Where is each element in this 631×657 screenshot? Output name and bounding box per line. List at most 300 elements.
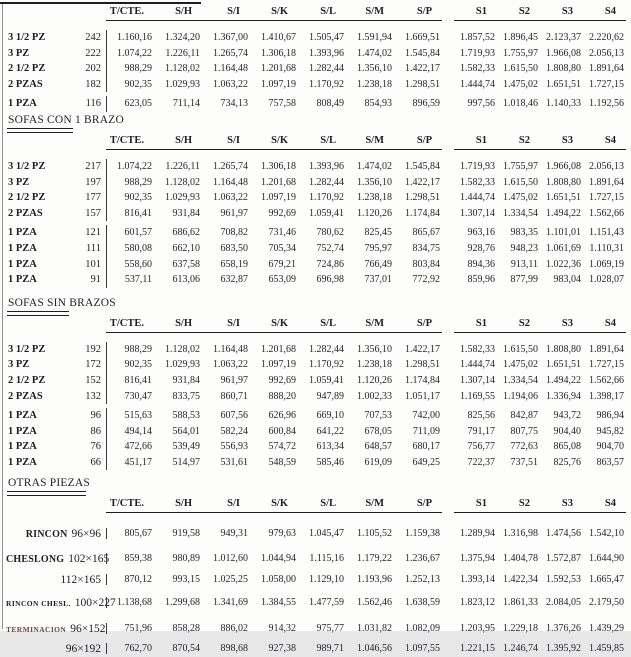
column-group-gap xyxy=(442,342,454,358)
price-cell: 1.334,54 xyxy=(503,374,538,386)
price-cell: 1.246,74 xyxy=(503,642,538,654)
table-row xyxy=(6,96,631,112)
price-cell: 731,46 xyxy=(268,227,296,239)
price-cell: 947,89 xyxy=(316,390,344,402)
row-capacity: 157 xyxy=(85,207,101,219)
price-cell: 772,92 xyxy=(412,274,440,286)
price-cell: 752,74 xyxy=(316,242,344,254)
column-header: S/P xyxy=(394,316,442,333)
column-group-gap xyxy=(442,439,454,455)
price-cell: 1.592,53 xyxy=(546,573,581,585)
row-capacity: 242 xyxy=(85,32,101,43)
price-cell: 1.582,33 xyxy=(460,176,495,188)
price-cell: 613,34 xyxy=(316,441,344,453)
column-group-gap xyxy=(442,408,454,424)
price-cell: 1.265,74 xyxy=(213,160,248,172)
section-title: OTRAS PIEZAS xyxy=(8,477,90,490)
price-cell: 992,69 xyxy=(268,207,296,219)
price-cell: 1.823,12 xyxy=(460,596,495,608)
price-cell: 1.128,02 xyxy=(165,63,200,75)
row-label: 1 PZA xyxy=(8,258,37,270)
price-cell: 904,40 xyxy=(553,425,581,437)
column-header: S/H xyxy=(154,133,202,150)
price-cell: 1.755,97 xyxy=(503,47,538,59)
price-cell: 1.238,18 xyxy=(357,78,392,90)
column-group-gap xyxy=(442,389,454,405)
price-cell: 1.444,74 xyxy=(460,78,495,90)
price-cell: 757,58 xyxy=(268,98,296,110)
price-cell: 870,12 xyxy=(106,574,154,585)
price-cell: 451,17 xyxy=(106,455,154,471)
price-cell: 1.045,47 xyxy=(309,527,344,539)
price-cell: 1.334,54 xyxy=(503,207,538,219)
price-cell: 1.046,56 xyxy=(357,642,392,654)
price-cell: 2.123,37 xyxy=(546,32,581,43)
price-cell: 1.444,74 xyxy=(460,359,495,371)
row-label: 2 1/2 PZ xyxy=(8,192,46,204)
price-cell: 1.393,14 xyxy=(460,573,495,585)
row-label xyxy=(6,549,110,567)
price-cell: 680,17 xyxy=(412,441,440,453)
row-size: 96×192 xyxy=(65,643,101,656)
price-cell: 1.376,26 xyxy=(546,622,581,634)
price-cell: 1.120,26 xyxy=(357,207,392,219)
table-row xyxy=(6,190,631,206)
price-cell: 1.097,19 xyxy=(261,192,296,204)
column-group-gap xyxy=(442,357,454,373)
price-cell: 902,35 xyxy=(106,190,154,206)
row-capacity: 197 xyxy=(85,176,101,188)
price-cell: 1.356,10 xyxy=(357,343,392,355)
table-row xyxy=(6,639,631,655)
table-row xyxy=(6,225,631,241)
price-cell: 607,56 xyxy=(220,410,248,422)
table-section xyxy=(6,114,631,288)
price-cell: 1.336,94 xyxy=(546,390,581,402)
header-spacer-capacity xyxy=(70,133,106,150)
price-cell: 514,97 xyxy=(172,456,200,468)
price-cell: 1.857,52 xyxy=(460,32,495,43)
price-cell: 1.022,36 xyxy=(546,258,581,270)
column-group-gap xyxy=(442,206,454,222)
price-cell: 1.299,68 xyxy=(165,596,200,608)
column-header: S1 xyxy=(454,4,497,21)
column-header-row xyxy=(6,316,631,333)
price-cell: 913,11 xyxy=(510,258,538,270)
price-cell: 601,57 xyxy=(106,225,154,241)
price-cell: 865,67 xyxy=(412,227,440,239)
price-cell: 914,32 xyxy=(268,622,296,634)
price-cell: 580,08 xyxy=(106,241,154,257)
price-cell: 961,97 xyxy=(220,207,248,219)
price-cell: 1.061,69 xyxy=(546,242,581,254)
price-cell: 1.582,33 xyxy=(460,343,495,355)
price-cell: 708,82 xyxy=(220,227,248,239)
column-header: S/K xyxy=(250,316,298,333)
column-header: S4 xyxy=(583,4,626,21)
price-cell: 1.665,47 xyxy=(589,573,624,585)
price-cell: 1.236,67 xyxy=(405,552,440,564)
price-cell: 2.220,62 xyxy=(589,32,624,43)
row-label: 1 PZA xyxy=(8,274,37,286)
price-cell: 1.896,45 xyxy=(503,32,538,43)
column-header: S/I xyxy=(202,133,250,150)
column-header: S/P xyxy=(394,496,442,513)
price-cell: 707,53 xyxy=(364,410,392,422)
price-cell: 807,75 xyxy=(510,425,538,437)
price-cell: 585,46 xyxy=(316,456,344,468)
price-cell: 1.063,22 xyxy=(213,192,248,204)
price-cell: 1.591,94 xyxy=(357,32,392,43)
price-cell: 1.572,87 xyxy=(546,552,581,564)
row-label xyxy=(6,619,106,637)
price-cell: 1.110,31 xyxy=(589,242,624,254)
price-cell: 1.410,67 xyxy=(261,32,296,43)
price-cell: 1.074,22 xyxy=(106,46,154,62)
price-cell: 472,66 xyxy=(106,439,154,455)
column-header: S/H xyxy=(154,496,202,513)
column-group-gap xyxy=(442,496,454,513)
price-cell: 1.562,46 xyxy=(357,596,392,608)
price-cell: 737,51 xyxy=(510,456,538,468)
price-cell: 1.238,18 xyxy=(357,192,392,204)
price-cell: 1.562,66 xyxy=(589,374,624,386)
price-cell: 997,56 xyxy=(467,98,495,110)
price-cell: 963,16 xyxy=(467,227,495,239)
header-spacer-label xyxy=(6,496,70,513)
column-header: S/H xyxy=(154,316,202,333)
price-cell: 1.170,92 xyxy=(309,359,344,371)
price-cell: 983,35 xyxy=(510,227,538,239)
column-header: S/L xyxy=(298,4,346,21)
column-group-gap xyxy=(442,61,454,77)
price-cell: 816,41 xyxy=(106,206,154,222)
row-capacity: 96 xyxy=(90,410,101,422)
header-spacer-capacity xyxy=(70,4,106,21)
row-capacity: 116 xyxy=(85,98,101,110)
column-header: S/H xyxy=(154,4,202,21)
header-spacer-capacity xyxy=(70,496,106,513)
price-cell: 1.306,18 xyxy=(261,160,296,172)
column-group-gap xyxy=(442,272,454,288)
price-cell: 1.393,96 xyxy=(309,47,344,59)
row-label: 3 1/2 PZ xyxy=(8,32,46,43)
row-label: 1 PZA xyxy=(8,441,37,453)
price-cell: 1.422,17 xyxy=(405,63,440,75)
table-row xyxy=(6,617,631,639)
price-cell: 1.356,10 xyxy=(357,176,392,188)
price-cell: 1.194,06 xyxy=(503,390,538,402)
row-label-prefix: CHESLONG xyxy=(6,554,65,566)
row-capacity: 222 xyxy=(85,47,101,59)
row-capacity: 172 xyxy=(85,359,101,371)
price-cell: 894,36 xyxy=(467,258,495,270)
price-cell: 548,59 xyxy=(268,456,296,468)
column-header: S/K xyxy=(250,496,298,513)
price-cell: 948,23 xyxy=(510,242,538,254)
price-cell: 1.459,85 xyxy=(589,642,624,654)
price-cell: 1.169,55 xyxy=(460,390,495,402)
price-cell: 1.252,13 xyxy=(405,573,440,585)
left-border-rule xyxy=(2,4,3,629)
column-header: T/CTE. xyxy=(106,496,154,513)
price-cell: 1.719,93 xyxy=(460,160,495,172)
price-cell: 1.422,17 xyxy=(405,176,440,188)
row-label: 2 1/2 PZ xyxy=(8,63,46,75)
table-row xyxy=(6,373,631,389)
price-cell: 842,87 xyxy=(510,410,538,422)
table-row xyxy=(6,570,631,586)
column-header: S/P xyxy=(394,4,442,21)
price-cell: 1.475,02 xyxy=(503,359,538,371)
price-cell: 1.082,09 xyxy=(405,622,440,634)
price-cell: 1.151,43 xyxy=(589,227,624,239)
price-cell: 1.542,10 xyxy=(589,527,624,539)
column-group-gap xyxy=(442,46,454,62)
price-cell: 1.644,90 xyxy=(589,552,624,564)
price-cell: 1.298,51 xyxy=(405,192,440,204)
price-cell: 803,84 xyxy=(412,258,440,270)
column-header: S/I xyxy=(202,496,250,513)
price-cell: 1.422,17 xyxy=(405,343,440,355)
price-cell: 825,56 xyxy=(467,410,495,422)
column-header: S1 xyxy=(454,133,497,150)
column-group-gap xyxy=(442,424,454,440)
price-cell: 632,87 xyxy=(220,274,248,286)
header-spacer-label xyxy=(6,133,70,150)
price-cell: 766,49 xyxy=(364,258,392,270)
column-group-gap xyxy=(442,133,454,150)
price-cell: 1.128,02 xyxy=(165,343,200,355)
price-cell: 975,77 xyxy=(316,622,344,634)
price-cell: 949,31 xyxy=(220,527,248,539)
row-capacity: 192 xyxy=(85,343,101,355)
price-cell: 648,57 xyxy=(364,441,392,453)
row-capacity: 177 xyxy=(85,192,101,204)
table-row xyxy=(6,455,631,471)
price-cell: 1.170,92 xyxy=(309,78,344,90)
price-cell: 808,49 xyxy=(316,98,344,110)
column-group-gap xyxy=(442,77,454,93)
price-cell: 1.474,02 xyxy=(357,47,392,59)
price-cell: 1.545,84 xyxy=(405,160,440,172)
price-cell: 1.891,64 xyxy=(589,176,624,188)
price-cell: 1.029,93 xyxy=(165,359,200,371)
price-cell: 1.306,18 xyxy=(261,47,296,59)
price-cell: 931,84 xyxy=(172,207,200,219)
price-cell: 600,84 xyxy=(268,425,296,437)
price-cell: 1.170,92 xyxy=(309,192,344,204)
column-header: S/I xyxy=(202,4,250,21)
price-cell: 945,82 xyxy=(596,425,624,437)
price-cell: 756,77 xyxy=(467,441,495,453)
price-cell: 927,38 xyxy=(268,642,296,654)
price-cell: 1.477,59 xyxy=(309,596,344,608)
price-cell: 805,67 xyxy=(106,528,154,539)
table-row xyxy=(6,357,631,373)
row-label-prefix: RINCON CHESL. xyxy=(6,599,71,609)
row-size: 112×165 xyxy=(60,574,101,587)
row-label: 1 PZA xyxy=(8,456,37,468)
price-cell: 980,89 xyxy=(172,552,200,564)
price-cell: 1.755,97 xyxy=(503,160,538,172)
column-header: S2 xyxy=(497,133,540,150)
price-cell: 888,20 xyxy=(268,390,296,402)
price-cell: 1.160,16 xyxy=(106,30,154,46)
price-cell: 1.494,22 xyxy=(546,374,581,386)
price-cell: 1.808,80 xyxy=(546,176,581,188)
price-cell: 1.074,22 xyxy=(106,159,154,175)
row-label xyxy=(6,524,106,542)
price-cell: 1.282,44 xyxy=(309,176,344,188)
price-cell: 904,70 xyxy=(596,441,624,453)
price-cell: 1.307,14 xyxy=(460,207,495,219)
row-label: 2 PZAS xyxy=(8,78,43,90)
price-cell: 619,09 xyxy=(364,456,392,468)
price-cell: 649,25 xyxy=(412,456,440,468)
column-header: S/P xyxy=(394,133,442,150)
header-spacer-capacity xyxy=(70,316,106,333)
price-cell: 1.282,44 xyxy=(309,63,344,75)
table-row xyxy=(6,257,631,273)
column-header: S1 xyxy=(454,316,497,333)
price-cell: 1.063,22 xyxy=(213,359,248,371)
price-cell: 1.651,51 xyxy=(546,192,581,204)
column-header: S/M xyxy=(346,496,394,513)
table-row xyxy=(6,342,631,358)
price-cell: 1.025,25 xyxy=(213,573,248,585)
price-cell: 1.298,51 xyxy=(405,359,440,371)
price-cell: 1.651,51 xyxy=(546,78,581,90)
price-cell: 1.891,64 xyxy=(589,63,624,75)
price-cell: 1.808,80 xyxy=(546,63,581,75)
price-cell: 574,72 xyxy=(268,441,296,453)
column-header: S3 xyxy=(540,133,583,150)
price-cell: 1.341,69 xyxy=(213,596,248,608)
price-cell: 988,29 xyxy=(106,61,154,77)
table-row xyxy=(6,175,631,191)
column-group-gap xyxy=(442,257,454,273)
price-cell: 686,62 xyxy=(172,227,200,239)
row-capacity: 66 xyxy=(90,456,101,468)
table-row xyxy=(6,591,631,613)
price-cell: 1.861,33 xyxy=(503,596,538,608)
price-cell: 795,97 xyxy=(364,242,392,254)
column-group-gap xyxy=(442,4,454,21)
price-cell: 669,10 xyxy=(316,410,344,422)
price-cell: 1.307,14 xyxy=(460,374,495,386)
price-cell: 724,86 xyxy=(316,258,344,270)
price-cell: 1.615,50 xyxy=(503,343,538,355)
column-group-gap xyxy=(442,175,454,191)
price-cell: 1.395,92 xyxy=(546,642,581,654)
column-header: T/CTE. xyxy=(106,133,154,150)
price-cell: 791,17 xyxy=(467,425,495,437)
table-row xyxy=(6,546,631,570)
price-cell: 983,04 xyxy=(553,274,581,286)
price-cell: 943,72 xyxy=(553,410,581,422)
price-cell: 662,10 xyxy=(172,242,200,254)
price-cell: 1.138,68 xyxy=(106,597,154,608)
price-cell: 1.101,01 xyxy=(546,227,581,239)
price-cell: 711,09 xyxy=(412,425,440,437)
price-cell: 1.324,20 xyxy=(165,32,200,43)
column-header: S4 xyxy=(583,316,626,333)
price-cell: 902,35 xyxy=(106,357,154,373)
price-cell: 1.059,41 xyxy=(309,374,344,386)
price-cell: 870,54 xyxy=(172,642,200,654)
price-cell: 762,70 xyxy=(106,643,154,654)
price-cell: 1.393,96 xyxy=(309,160,344,172)
price-cell: 1.192,56 xyxy=(589,98,624,110)
price-cell: 1.727,15 xyxy=(589,192,624,204)
price-cell: 1.505,47 xyxy=(309,32,344,43)
price-cell: 626,96 xyxy=(268,410,296,422)
price-cell: 1.063,22 xyxy=(213,78,248,90)
row-label: 3 PZ xyxy=(8,47,30,59)
column-header: S2 xyxy=(497,316,540,333)
row-label xyxy=(6,570,106,588)
price-cell: 705,34 xyxy=(268,242,296,254)
table-row xyxy=(6,522,631,544)
table-row xyxy=(6,241,631,257)
price-cell: 902,35 xyxy=(106,77,154,93)
price-cell: 653,09 xyxy=(268,274,296,286)
price-cell: 877,99 xyxy=(510,274,538,286)
price-cell: 772,63 xyxy=(510,441,538,453)
price-cell: 1.051,17 xyxy=(405,390,440,402)
price-cell: 928,76 xyxy=(467,242,495,254)
price-cell: 2.084,05 xyxy=(546,596,581,608)
price-cell: 860,71 xyxy=(220,390,248,402)
price-cell: 919,58 xyxy=(172,527,200,539)
price-cell: 730,47 xyxy=(106,389,154,405)
row-label: 2 PZAS xyxy=(8,390,43,402)
price-cell: 1.174,84 xyxy=(405,207,440,219)
price-cell: 993,15 xyxy=(172,573,200,585)
price-cell: 1.316,98 xyxy=(503,527,538,539)
column-group-gap xyxy=(442,159,454,175)
row-label: 1 PZA xyxy=(8,242,37,254)
price-cell: 1.422,34 xyxy=(503,573,538,585)
price-cell: 1.128,02 xyxy=(165,176,200,188)
price-cell: 1.201,68 xyxy=(261,343,296,355)
row-capacity: 202 xyxy=(85,63,101,75)
price-cell: 539,49 xyxy=(172,441,200,453)
price-cell: 537,11 xyxy=(106,272,154,288)
column-header: S2 xyxy=(497,4,540,21)
table-section xyxy=(6,4,631,112)
column-header: S3 xyxy=(540,316,583,333)
section-title: SOFAS CON 1 BRAZO xyxy=(8,113,124,126)
price-cell: 854,93 xyxy=(364,98,392,110)
price-cell: 1.164,48 xyxy=(213,343,248,355)
column-group-gap xyxy=(442,316,454,333)
column-header: S/M xyxy=(346,133,394,150)
column-group-gap xyxy=(442,96,454,112)
table-row xyxy=(6,389,631,405)
price-cell: 678,05 xyxy=(364,425,392,437)
price-cell: 641,22 xyxy=(316,425,344,437)
row-size: 100×227 xyxy=(74,597,116,610)
price-cell: 886,02 xyxy=(220,622,248,634)
price-cell: 613,06 xyxy=(172,274,200,286)
row-label: 1 PZA xyxy=(8,227,37,239)
price-cell: 1.356,10 xyxy=(357,63,392,75)
column-header: T/CTE. xyxy=(106,4,154,21)
price-cell: 2.056,13 xyxy=(589,47,624,59)
column-header: S/L xyxy=(298,316,346,333)
